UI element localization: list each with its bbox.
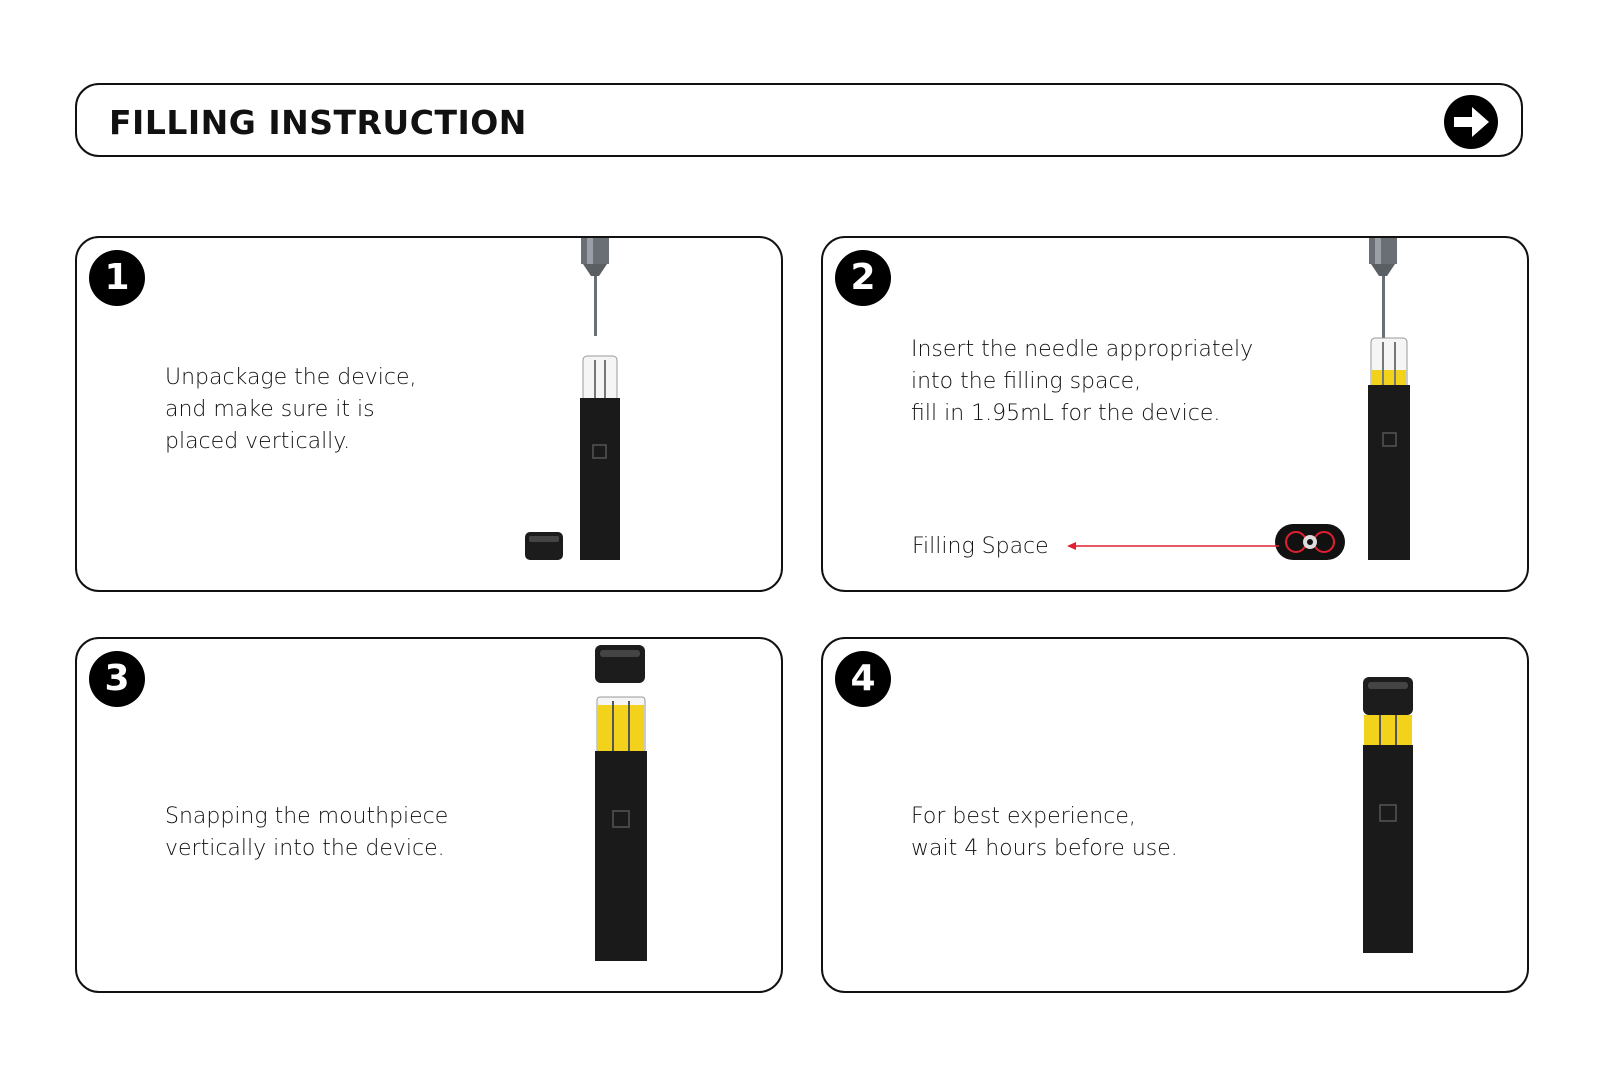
device-icon	[1363, 677, 1413, 953]
step-3-line-1: Snapping the mouthpiece	[165, 804, 449, 829]
mouthpiece-icon	[595, 645, 645, 683]
step-4-number: 4	[835, 651, 891, 707]
device-icon	[1368, 338, 1410, 560]
filling-space-label: Filling Space	[912, 534, 1049, 559]
step-4-line-2: wait 4 hours before use.	[911, 836, 1178, 861]
step-3-panel	[75, 637, 783, 993]
step-4-line-1: For best experience,	[911, 804, 1136, 829]
step-4-illustration	[823, 639, 1529, 993]
step-2-line-3: fill in 1.95mL for the device.	[911, 401, 1221, 426]
step-2-panel	[821, 236, 1529, 592]
step-3-illustration	[77, 639, 783, 993]
mouthpiece-icon	[525, 532, 563, 560]
step-1-panel	[75, 236, 783, 592]
step-3-number: 3	[89, 651, 145, 707]
step-3-line-2: vertically into the device.	[165, 836, 445, 861]
step-2-line-1: Insert the needle appropriately	[911, 337, 1254, 362]
pointer-arrow-icon	[1067, 542, 1279, 550]
filling-space-icon	[1275, 524, 1345, 560]
device-icon	[580, 356, 620, 560]
step-1-number: 1	[89, 250, 145, 306]
arrow-right-circle-icon[interactable]	[1443, 94, 1499, 150]
step-1-illustration	[77, 238, 783, 592]
step-2-illustration	[823, 238, 1529, 592]
needle-icon	[581, 238, 609, 336]
header-bar	[75, 83, 1523, 157]
step-1-line-3: placed vertically.	[165, 429, 351, 454]
page-title: FILLING INSTRUCTION	[109, 103, 527, 142]
step-1-line-2: and make sure it is	[165, 397, 375, 422]
step-4-panel	[821, 637, 1529, 993]
step-2-line-2: into the filling space,	[911, 369, 1142, 394]
step-1-line-1: Unpackage the device,	[165, 365, 417, 390]
device-icon	[595, 697, 647, 961]
step-2-number: 2	[835, 250, 891, 306]
